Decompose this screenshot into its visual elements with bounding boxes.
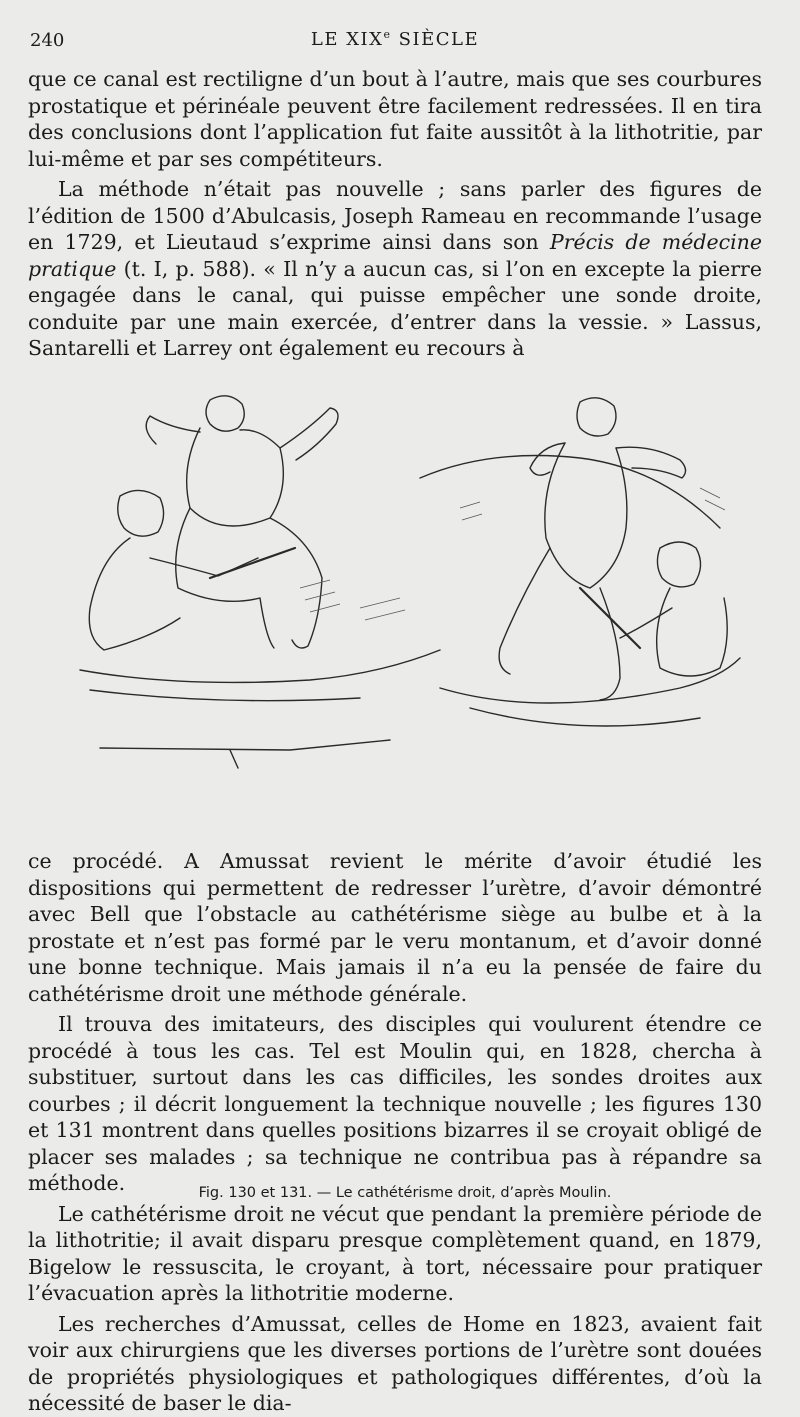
- paragraph-catheterisme: Le cathétérisme droit ne vécut que pendant la première période de la lithotritie; il avait disparu presque complètement quand, en 1879, Bigelow le ressuscita, le croyant, à tort, nécessaire pour pratiquer l’évacuation après la lithotritie moderne.: [28, 1201, 762, 1305]
- right-shading: [460, 488, 725, 520]
- right-surgeon-arm: [620, 608, 672, 638]
- running-title-sup: e: [383, 28, 392, 41]
- left-bed-line: [80, 650, 440, 682]
- page-header: [30, 26, 760, 50]
- right-patient-arm-r: [616, 447, 686, 478]
- paragraph-imitateurs: Il trouva des imitateurs, des disciples qui voulurent étendre ce procédé à tous les cas. Tel est Moulin qui, en 1828, chercha à substituer, surtout dans les cas difficiles, les sondes droites aux courbes ; il décrit longuement la technique nouvelle ; les figures 130 et 131 montrent dans quelles positions bizarres il se croyait obligé de placer ses malades ; sa technique ne contribua pas à répandre sa méthode.: [28, 1012, 762, 1195]
- right-patient-arm-l: [530, 443, 565, 475]
- page-number: 240: [30, 30, 65, 51]
- left-surgeon-head: [118, 490, 164, 536]
- paragraph-amussat: ce procédé. A Amussat revient le mérite d’avoir étudié les dispositions qui permettent de redresser l’urètre, d’avoir démontré avec Bell que l’obstacle au cathétérisme siège au bulbe et à la prostate et n’est pas formé par le veru montanum, et d’avoir donné une bonne technique. Mais jamais il n’a eu la pensée de faire du cathétérisme droit une méthode générale.: [28, 849, 762, 1006]
- left-patient-leg-r: [270, 518, 322, 648]
- right-surgeon-head: [657, 542, 700, 587]
- left-patient-arm-l: [146, 416, 200, 444]
- right-bed-line: [420, 456, 720, 529]
- running-title-end: SIÈCLE: [391, 29, 480, 50]
- paragraph-methode-b: (t. I, p. 588). « Il n’y a aucun cas, si l’on en excepte la pierre engagée dans le canal, qui puisse empêcher une sonde droite, conduite par une main exercée, d’entrer dans la vessie. » Lassus, Santarelli et Larrey ont également eu recours à: [28, 256, 762, 360]
- bottom-text-block: [28, 848, 762, 1417]
- left-patient-head: [206, 396, 244, 431]
- right-bed-line-2: [440, 658, 740, 703]
- book-title-italic: Précis de médecine pratique: [28, 230, 762, 281]
- right-surgeon-body: [657, 588, 728, 676]
- left-shading: [300, 580, 405, 620]
- left-surgeon-body: [89, 538, 180, 650]
- running-title: [30, 28, 760, 50]
- right-patient-leg-r: [600, 588, 620, 700]
- paragraph-methode: [28, 176, 762, 362]
- left-patient-torso: [187, 428, 284, 526]
- right-bed-base: [470, 708, 700, 726]
- left-patient-arm-r: [280, 408, 338, 460]
- paragraph-recherches: Les recherches d’Amussat, celles de Home en 1823, avaient fait voir aux chirurgiens que les diverses portions de l’urètre sont douées de propriétés physiologiques et pathologiques différentes, d’où la nécessité de baser le dia-: [28, 1311, 762, 1415]
- top-text-block: [28, 66, 762, 362]
- right-patient-head: [577, 398, 616, 436]
- figure-caption: Fig. 130 et 131. — Le cathétérisme droit, d’après Moulin.: [198, 1185, 612, 1201]
- paragraph-continuation: que ce canal est rectiligne d’un bout à l’autre, mais que ses courbures prostatique et périnéale peuvent être facilement redressées. Il en tira des conclusions dont l’application fut faite aussitôt à la lithotritie, par lui-même et par ses compétiteurs.: [28, 67, 762, 171]
- right-patient-leg-l: [499, 548, 550, 674]
- left-catheter: [210, 548, 295, 578]
- running-title-main: LE XIX: [310, 29, 384, 50]
- left-patient-leg-l: [176, 508, 274, 648]
- left-bed-base-2: [100, 740, 390, 750]
- right-catheter: [580, 588, 640, 648]
- engraving-illustration: [60, 388, 750, 770]
- left-bed-leg: [230, 750, 238, 768]
- paragraph-methode-a: La méthode n’était pas nouvelle ; sans parler des figures de l’édition de 1500 d’Abulcasis, Joseph Rameau en recommande l’usage en 1729, et Lieutaud s’exprime ainsi dans son: [28, 177, 762, 254]
- left-bed-base: [90, 690, 360, 701]
